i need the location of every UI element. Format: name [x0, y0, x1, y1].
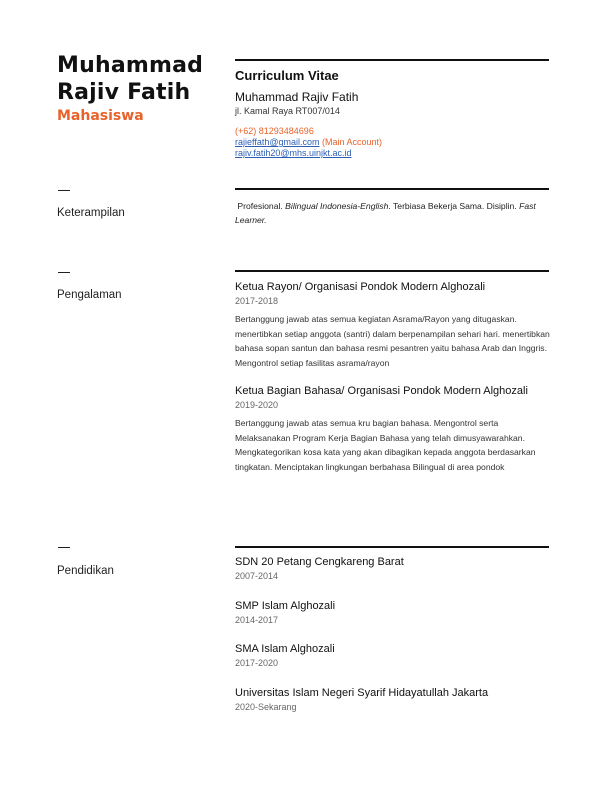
education-divider [235, 546, 549, 548]
phone: (+62) 81293484696 [235, 126, 314, 136]
first-name: Muhammad [57, 53, 204, 78]
education-dash [58, 547, 70, 548]
skills-heading: Keterampilan [57, 207, 125, 219]
experience-period: 2019-2020 [235, 400, 279, 410]
experience-item [235, 281, 553, 371]
experience-item [235, 385, 553, 475]
education-title: SMP Islam Alghozali [235, 600, 336, 612]
education-item [235, 643, 335, 668]
education-item [235, 687, 488, 712]
contact-divider [235, 59, 549, 61]
email-main-note: (Main Account) [322, 137, 383, 147]
skills-dash [58, 190, 70, 191]
experience-title: Ketua Bagian Bahasa/ Organisasi Pondok Modern Alghozali [235, 385, 528, 397]
skills-divider [235, 188, 549, 190]
experience-heading: Pengalaman [57, 289, 122, 301]
contact-name: Muhammad Rajiv Fatih [235, 90, 359, 104]
education-item [235, 556, 404, 581]
email-campus-link[interactable]: rajiv.fatih20@mhs.uinjkt.ac.id [235, 148, 352, 158]
experience-title: Ketua Rayon/ Organisasi Pondok Modern Alghozali [235, 281, 486, 293]
contact-section [235, 68, 382, 158]
education-period: 2017-2020 [235, 658, 279, 668]
cv-title: Curriculum Vitae [235, 68, 339, 83]
skills-part-1: Profesional. [237, 201, 286, 211]
last-name: Rajiv Fatih [57, 80, 191, 105]
education-title: Universitas Islam Negeri Syarif Hidayatullah Jakarta [235, 687, 489, 699]
name-block [57, 52, 203, 124]
education-heading: Pendidikan [57, 565, 114, 577]
education-period: 2014-2017 [235, 615, 279, 625]
education-title: SDN 20 Petang Cengkareng Barat [235, 556, 404, 568]
skills-text [235, 199, 551, 227]
email-main-link[interactable]: rajieffath@gmail.com [235, 137, 320, 147]
experience-period: 2017-2018 [235, 296, 279, 306]
education-period: 2007-2014 [235, 571, 279, 581]
experience-description: Bertanggung jawab atas semua kegiatan Asrama/Rayon yang ditugaskan. menertibkan setiap anggota (santri) dalam berpenampilan sehari hari. menertibkan bahasa sopan santun dan bahasa resmi pesantren yaitu bahasa Arab dan Inggris. Mengontrol setiap fasilitas asrama/rayon [235, 314, 550, 369]
education-item [235, 600, 335, 625]
address: jl. Kamal Raya RT007/014 [235, 106, 340, 116]
education-title: SMA Islam Alghozali [235, 643, 335, 655]
skills-part-4: Fast Learner. [235, 201, 536, 225]
experience-dash [58, 272, 70, 273]
role-title: Mahasiswa [57, 108, 144, 124]
experience-divider [235, 270, 549, 272]
skills-part-2: Bilingual Indonesia-English [285, 201, 389, 211]
education-period: 2020-Sekarang [235, 702, 297, 712]
skills-part-3: . Terbiasa Bekerja Sama. Disiplin. [388, 201, 520, 211]
experience-description: Bertanggung jawab atas semua kru bagian bahasa. Mengontrol serta Melaksanakan Program Kerja Bagian Bahasa yang telah dimusyawarahkan. Mengkategorikan kosa kata yang akan dibagikan kepada anggota berdasarkan tingkatan. Menciptakan lingkungan berbahasa Bilingual di area pondok [235, 418, 536, 473]
